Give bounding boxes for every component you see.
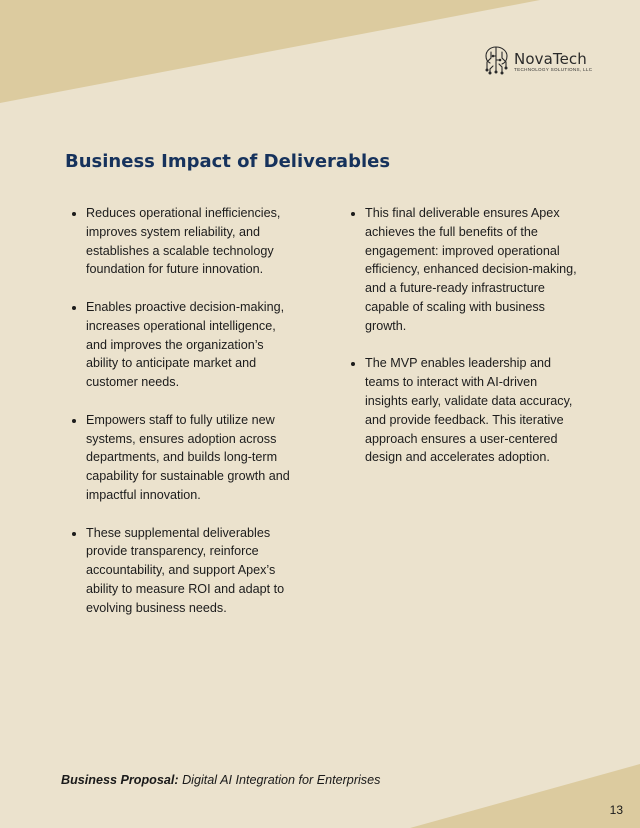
logo-subtitle: TECHNOLOGY SOLUTIONS, LLC [514, 67, 593, 72]
top-left-accent-shape [0, 0, 540, 103]
bullet-item: Reduces operational inefficiencies, improves system reliability, and establishes a scalable technology foundation for future innovation. [68, 204, 298, 279]
logo-name: NovaTech [514, 50, 587, 68]
circuit-brain-icon [482, 44, 512, 76]
right-bullet-list [347, 204, 577, 486]
bottom-right-accent-shape [410, 764, 640, 828]
page-number: 13 [609, 803, 623, 817]
bullet-item: The MVP enables leadership and teams to interact with AI-driven insights early, validate data accuracy, and provide feedback. This iterative approach ensures a user-centered design and accelerates adoption. [347, 354, 577, 467]
left-bullet-list [68, 204, 298, 636]
footer-proposal-title [61, 773, 380, 787]
bullet-item: Empowers staff to fully utilize new systems, ensures adoption across departments, and builds long-term capability for sustainable growth and impactful innovation. [68, 411, 298, 505]
page-title: Business Impact of Deliverables [65, 151, 391, 172]
company-logo [482, 44, 602, 78]
bullet-item: Enables proactive decision-making, increases operational intelligence, and improves the organization’s ability to anticipate market and customer needs. [68, 298, 298, 392]
footer-label: Business Proposal: [61, 773, 179, 787]
bullet-item: These supplemental deliverables provide transparency, reinforce accountability, and support Apex’s ability to measure ROI and adapt to evolving business needs. [68, 524, 298, 618]
bullet-item: This final deliverable ensures Apex achieves the full benefits of the engagement: improved operational efficiency, enhanced decision-making, and a future-ready infrastructure capable of scaling with business growth. [347, 204, 577, 336]
footer-text: Digital AI Integration for Enterprises [178, 773, 381, 787]
